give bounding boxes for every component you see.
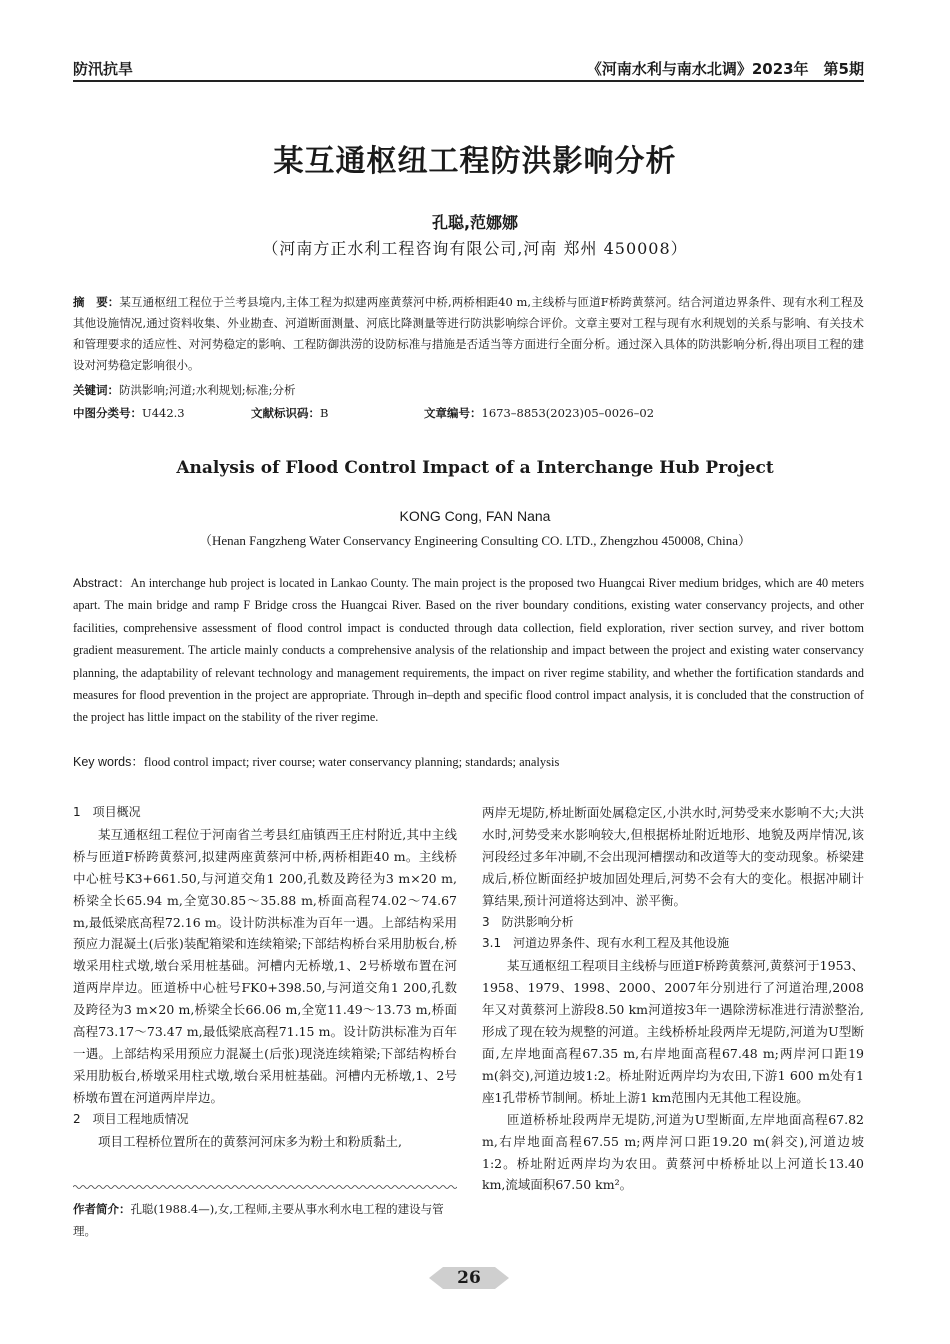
- author-bio: [73, 1198, 457, 1242]
- clc-number: [73, 405, 185, 421]
- doc-code-label: 文献标识码：: [251, 406, 320, 420]
- page-number: 26: [457, 1268, 481, 1288]
- section-heading-1: 1 项目概况: [73, 805, 141, 819]
- abstract-en-label: Abstract：: [73, 576, 131, 590]
- abstract-en-text: An interchange hub project is located in Lankao County. The main project is the proposed two Huangcai River medium bridges, which are 40 meters apart. The main bridge and ramp F Bridge cross the Huangcai River. Based on the river boundary conditions, existing water conservancy projects, and other facilities, comprehensive assessment of flood control impact is conducted through data collection, field exploration, river section survey, and river bottom gradient measurement. The article mainly conducts a comprehensive analysis of the relationship and impact between the project and existing water conservancy planning, the adaptability of relevant technology and management requirements, the impact on river regime stability, and whether the fortification standards and measures for flood prevention in the project are appropriate. Through in–depth and specific flood control impact analysis, it is concluded that the construction of the project has little impact on the stability of the river regime.: [73, 576, 864, 725]
- author-bio-text: 孔聪(1988.4—),女,工程师,主要从事水利水电工程的建设与管理。: [73, 1202, 444, 1238]
- abstract-en: [73, 572, 864, 729]
- paragraph: 两岸无堤防,桥址断面处属稳定区,小洪水时,河势受来水影响不大;大洪水时,河势受来水影响较大,但根据桥址附近地形、地貌及两岸情况,该河段经过多年冲刷,不会出现河槽摆动和改道等大的变动现象。桥梁建成后,桥位断面经护坡加固处理后,河势不会有大的变化。根据冲刷计算结果,预计河道将达到冲、淤平衡。: [482, 805, 864, 908]
- affiliation-cn: （河南方正水利工程咨询有限公司,河南 郑州 450008）: [262, 239, 688, 258]
- section-heading-2: 2 项目工程地质情况: [73, 1111, 189, 1126]
- subsection-heading-3-1: 3.1 河道边界条件、现有水利工程及其他设施: [482, 936, 730, 951]
- author-bio-label: 作者简介：: [73, 1202, 131, 1216]
- paragraph: 项目工程桥位置所在的黄蔡河河床多为粉土和粉质黏土,: [98, 1133, 402, 1149]
- article-number-value: 1673–8853(2023)05–0026–02: [481, 406, 655, 420]
- keywords-en-label: Key words：: [73, 755, 144, 769]
- article-number-label: 文章编号：: [424, 406, 482, 420]
- journal-issue: 《河南水利与南水北调》2023年 第5期: [586, 60, 864, 78]
- keywords-cn-text: 防洪影响;河道;水利规划;标准;分析: [119, 383, 296, 397]
- article-title-en: Analysis of Flood Control Impact of a Interchange Hub Project: [176, 458, 774, 478]
- body-right-column: [482, 802, 864, 1196]
- section-heading-3: 3 防洪影响分析: [482, 914, 574, 929]
- doc-code: [251, 405, 328, 421]
- keywords-label: 关键词：: [73, 383, 119, 397]
- article-title-cn: 某互通枢纽工程防洪影响分析: [273, 144, 677, 179]
- doc-code-value: B: [320, 406, 329, 420]
- footnote-separator: [73, 1184, 457, 1190]
- paragraph: 某互通枢纽工程位于河南省兰考县红庙镇西王庄村附近,其中主线桥与匝道F桥跨黄蔡河,拟建两座黄蔡河中桥,两桥相距40 m。主线桥中心桩号K3+661.50,与河道交角1 200,孔数及跨径为3 m×20 m,桥梁全长65.94 m,全宽30.85～35.88 m,桥面高程74.02～74.67 m,最低梁底高程72.16 m。设计防洪标准为百年一遇。上部结构采用预应力混凝土(后张)装配箱梁和连续箱梁;下部结构桥台采用肋板台,桥墩采用柱式墩,墩台采用桩基础。河槽内无桥墩,1、2号桥墩布置在河道两岸岸边。匝道桥中心桩号FK0+398.50,与河道交角1 200,孔数及跨径为3 m×20 m,桥梁全长66.06 m,全宽11.49～13.73 m,桥面高程73.17～73.47 m,最低梁底高程71.15 m。设计防洪标准为百年一遇。上部结构采用预应力混凝土(后张)现浇连续箱梁;下部结构桥台采用肋板台,桥墩采用柱式墩,墩台采用桩基础。河槽内无桥墩,1、2号桥墩布置在河道两岸岸边。: [73, 826, 457, 1105]
- header-rule: [73, 80, 864, 82]
- abstract-cn: [73, 292, 864, 376]
- article-number: [424, 405, 654, 421]
- paragraph: 某互通枢纽工程项目主线桥与匝道F桥跨黄蔡河,黄蔡河于1953、1958、1979、1998、2000、2007年分别进行了河道治理,2008年又对黄蔡河上游段8.50 km河道按3年一遇除涝标准进行清淤整治,形成了现在较为规整的河道。主线桥桥址段两岸无堤防,河道为U型断面,左岸地面高程67.35 m,右岸地面高程67.48 m;两岸河口距19 m(斜交),河道边坡1:2。桥址附近两岸均为农田,下游1 600 m处有1座1孔带桥节制闸。桥址上游1 km范围内无其他工程设施。: [482, 958, 864, 1105]
- keywords-cn: [73, 382, 864, 398]
- body-left-column: [73, 802, 457, 1153]
- keywords-en: [73, 752, 864, 770]
- clc-label: 中图分类号：: [73, 406, 142, 420]
- paragraph: 匝道桥桥址段两岸无堤防,河道为U型断面,左岸地面高程67.82 m,右岸地面高程67.55 m;两岸河口距19.20 m(斜交),河道边坡1:2。桥址附近两岸均为农田。黄蔡河中桥桥址以上河道长13.40 km,流域面积67.50 km²。: [482, 1111, 864, 1193]
- affiliation-en: （Henan Fangzheng Water Conservancy Engineering Consulting CO. LTD., Zhengzhou 450008, China）: [198, 533, 752, 548]
- abstract-cn-text: 某互通枢纽工程位于兰考县境内,主体工程为拟建两座黄蔡河中桥,两桥相距40 m,主线桥与匝道F桥跨黄蔡河。结合河道边界条件、现有水利工程及其他设施情况,通过资料收集、外业勘查、河道断面测量、河底比降测量等进行防洪影响综合评价。文章主要对工程与现有水利规划的关系与影响、有关技术和管理要求的适应性、对河势稳定的影响、工程防御洪涝的设防标准与措施是否适当等方面进行全面分析。通过深入具体的防洪影响分析,得出项目工程的建设对河势稳定影响很小。: [73, 295, 864, 372]
- section-label: 防汛抗旱: [73, 60, 134, 78]
- keywords-en-text: flood control impact; river course; water conservancy planning; standards; analysis: [143, 755, 560, 769]
- clc-value: U442.3: [142, 406, 185, 420]
- authors-cn: 孔聪,范娜娜: [431, 213, 519, 232]
- abstract-label: 摘 要：: [73, 295, 120, 309]
- authors-en: KONG Cong, FAN Nana: [399, 508, 551, 524]
